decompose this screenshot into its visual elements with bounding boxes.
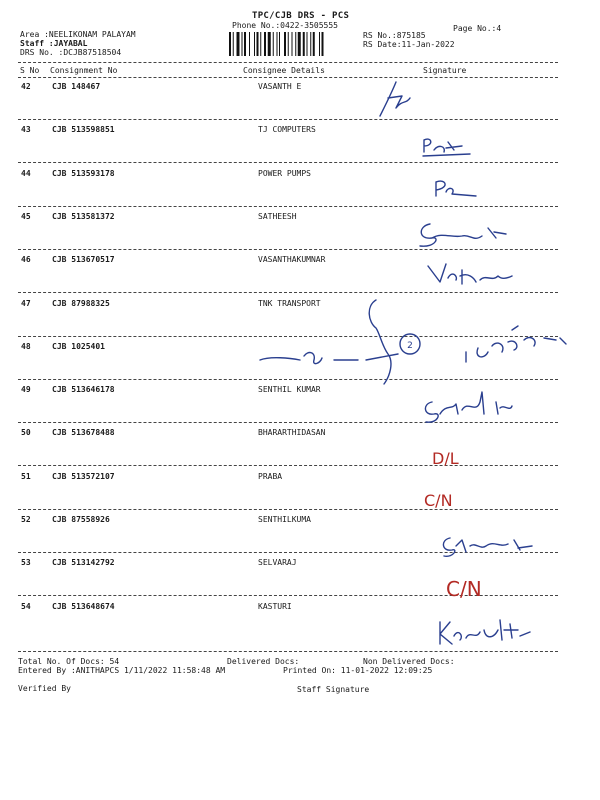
- signature-row-42: [380, 82, 410, 116]
- row-consignment-no: CJB 1025401: [52, 342, 105, 351]
- row-consignee: PRABA: [258, 472, 283, 481]
- rs-number: RS No.:875185: [363, 31, 426, 40]
- bracket-mark: [369, 300, 391, 384]
- row-consignment-no: CJB 87558926: [52, 515, 110, 524]
- row-consignment-no: CJB 513593178: [52, 169, 115, 178]
- row-consignment-no: CJB 513598851: [52, 125, 115, 134]
- row-sno: 45: [21, 212, 31, 221]
- col-sno-header: S No: [20, 66, 40, 75]
- signature-row-49: [425, 392, 512, 422]
- row-sno: 49: [21, 385, 31, 394]
- col-consignee-header: Consignee Details: [243, 66, 325, 75]
- staff-label: Staff :JAYABAL: [20, 39, 88, 48]
- row-consignment-no: CJB 513648674: [52, 602, 115, 611]
- row-consignee: KASTURI: [258, 602, 292, 611]
- strike-line-row-48: [260, 353, 398, 364]
- row-sno: 48: [21, 342, 31, 351]
- row-sno: 53: [21, 558, 31, 567]
- row-sno: 51: [21, 472, 31, 481]
- phone-number: Phone No.:0422-3505555: [232, 21, 338, 30]
- area-label: Area :NEELIKONAM PALAYAM: [20, 30, 136, 39]
- row-consignee: SENTHILKUMA: [258, 515, 311, 524]
- row-consignee: TJ COMPUTERS: [258, 125, 316, 134]
- row-consignment-no: CJB 513670517: [52, 255, 115, 264]
- printed-on: Printed On: 11-01-2022 12:09:25: [283, 666, 433, 675]
- document-title: TPC/CJB DRS - PCS: [252, 11, 350, 21]
- delivery-mark-row-50: D/L: [432, 449, 459, 468]
- row-consignment-no: CJB 513581372: [52, 212, 115, 221]
- row-sno: 50: [21, 428, 31, 437]
- col-consignment-header: Consignment No: [50, 66, 118, 75]
- row-consignment-no: CJB 513142792: [52, 558, 115, 567]
- verified-by: Verified By: [18, 684, 71, 693]
- row-sno: 47: [21, 299, 31, 308]
- delivery-mark-row-51: C/N: [424, 491, 453, 510]
- non-delivered-docs: Non Delivered Docs:: [363, 657, 455, 666]
- row-sno: 52: [21, 515, 31, 524]
- row-consignee: POWER PUMPS: [258, 169, 311, 178]
- signature-row-52: [443, 538, 532, 556]
- signature-row-54: [440, 620, 530, 644]
- entered-by: Entered By :ANITHAPCS 1/11/2022 11:58:48 AM: [18, 666, 226, 675]
- row-consignee: BHARARTHIDASAN: [258, 428, 326, 437]
- total-docs: Total No. Of Docs: 54: [18, 657, 120, 666]
- row-consignment-no: CJB 513646178: [52, 385, 115, 394]
- row-sno: 42: [21, 82, 31, 91]
- row-consignment-no: CJB 148467: [52, 82, 101, 91]
- row-consignee: SATHEESH: [258, 212, 297, 221]
- row-consignment-no: CJB 87988325: [52, 299, 110, 308]
- row-consignee: TNK TRANSPORT: [258, 299, 321, 308]
- drs-number: DRS No. :DCJB87518504: [20, 48, 122, 57]
- col-signature-header: Signature: [423, 66, 467, 75]
- signature-row-44: [436, 181, 476, 196]
- rs-date: RS Date:11-Jan-2022: [363, 40, 455, 49]
- signature-row-45: [420, 224, 506, 246]
- divider: [18, 651, 558, 652]
- row-sno: 54: [21, 602, 31, 611]
- row-consignee: SELVARAJ: [258, 558, 297, 567]
- circled-number: 2: [407, 341, 413, 351]
- signature-row-46: [428, 264, 512, 284]
- row-sno: 44: [21, 169, 31, 178]
- row-consignee: VASANTH E: [258, 82, 302, 91]
- row-consignee: VASANTHAKUMNAR: [258, 255, 326, 264]
- staff-signature: Staff Signature: [297, 685, 370, 694]
- page-number: Page No.:4: [453, 24, 502, 33]
- row-consignee: SENTHIL KUMAR: [258, 385, 321, 394]
- row-sno: 43: [21, 125, 31, 134]
- row-sno: 46: [21, 255, 31, 264]
- row-consignment-no: CJB 513572107: [52, 472, 115, 481]
- signature-row-43: [423, 139, 470, 156]
- signature-row-48: [466, 326, 566, 362]
- delivered-docs: Delivered Docs:: [227, 657, 300, 666]
- row-consignment-no: CJB 513678488: [52, 428, 115, 437]
- delivery-mark-row-53: C/N: [446, 577, 482, 601]
